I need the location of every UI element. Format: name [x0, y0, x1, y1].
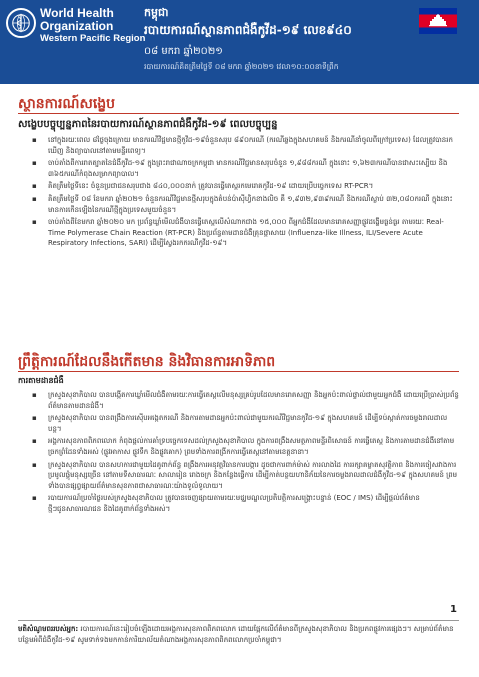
report-date: ០៨ មករា ឆ្នាំ២០២១ — [144, 46, 223, 57]
report-header — [0, 0, 479, 84]
page-number: 1 — [450, 604, 457, 615]
footer-note — [18, 624, 460, 645]
list-item: ▪ ក្រសួងសុខាភិបាល បានបង្កើតការឃ្លាំមើលជំងឺតាមរយៈការធ្វើតេស្តលើមនុស្សគ្រប់រូបដែលមានរោគសញ្ញា និងអ្នកប៉ះពាល់ផ្ទាល់ជាមួយអ្នកជំងឺ ដោយប្រើប្រាស់ប្រព័ន្ធព័ត៌មានតាមដានជំងឺ។ — [18, 390, 460, 411]
list-item: ▪ ចាប់តាំងពីការរាតត្បាតនៃជំងឺកូវីដ-១៩ ក្នុងព្រះរាជាណាចក្រកម្ពុជា មានករណីវិជ្ជមានសរុបចំនួន ១,៩៨៨ករណី ក្នុងនោះ ១,៦២៣ករណីបានជាសះស្បើយ និង ៣៦៥ករណីកំពុងសម្រាកព្យាបាល។ — [18, 158, 460, 179]
priorities-bullet-list — [18, 390, 460, 517]
country-name: កម្ពុជា — [144, 6, 169, 19]
who-wordmark — [40, 7, 145, 44]
section-priorities-title: ព្រឹត្តិការណ៍ដែលនឹងកើតមាន និងវិធានការអាទិភាព — [18, 354, 276, 370]
footer-label: មតិសំណូមពររបស់អ្នក: — [18, 625, 79, 633]
list-item: ▪ គិតត្រឹមថ្ងៃទីនេះ ចំនួនប្រជាជនសរុបជាង ៨៤០,០០០នាក់ ត្រូវបានធ្វើតេស្តរកមេរោគកូវីដ-១៩ ដោយប្រើបច្ចេកទេស RT-PCR។ — [18, 181, 460, 192]
footer-text: របាយការណ៍នេះរៀបចំឡើងដោយអង្គការសុខភាពពិភពលោក ដោយផ្អែកលើព័ត៌មានពីក្រសួងសុខាភិបាល និងប្រភពផ្លូវការផ្សេងៗ។ សម្រាប់ព័ត៌មានបន្ថែមអំពីជំងឺកូវីដ-១៩ សូមទាក់ទងមកកាន់ការិយាល័យតំណាងអង្គការសុខភាពពិភពលោកប្រចាំកម្ពុជា។ — [18, 625, 454, 644]
who-emblem-icon — [6, 8, 36, 38]
org-region: Western Pacific Region — [40, 33, 146, 45]
section-surveillance-subtitle: ការតាមដានជំងឺ — [18, 376, 64, 385]
org-name-line1: World Health — [40, 6, 114, 20]
org-name-line2: Organization — [40, 18, 114, 33]
cambodia-flag-icon — [419, 8, 457, 34]
section-situation-subtitle: សង្ខេបបច្ចុប្បន្នភាពនៃរបាយការណ៍ស្ថានភាពជំងឺកូវីដ-១៩ ពេលបច្ចុប្បន្ន — [18, 119, 278, 130]
list-item: ▪ របាយការណ៍ប្រចាំថ្ងៃរបស់ក្រសួងសុខាភិបាល ត្រូវបានចេញផ្សាយតាមរយៈមជ្ឈមណ្ឌលប្រតិបត្តិការសង្គ្រោះបន្ទាន់ (EOC / IMS) ដើម្បីផ្តល់ព័ត៌មានថ្មីៗជូនសាធារណជន និងដៃគូពាក់ព័ន្ធទាំងអស់។ — [18, 493, 460, 514]
list-item: ▪ អង្គការសុខភាពពិភពលោក កំពុងផ្តល់ការគាំទ្របច្ចេកទេសដល់ក្រសួងសុខាភិបាល ក្នុងការពង្រឹងសមត្ថភាពមន្ទីរពិសោធន៍ ការធ្វើតេស្ត និងការតាមដានជំងឺនៅតាមច្រកព្រំដែនទាំងអស់ (ផ្លូវអាកាស ផ្លូវទឹក និងផ្លូវគោក) ព្រមទាំងការពង្រីកការធ្វើតេស្តនៅតាមខេត្តនានា។ — [18, 436, 460, 457]
list-item: ▪ គិតត្រឹមថ្ងៃទី ០៨ ខែមករា ឆ្នាំ២០២១ ចំនួនករណីវិជ្ជមានថ្មីសរុបក្នុងតំបន់ប៉ាស៊ីហ្វិកខាងលិច គឺ ១,៩៣២,៩៣៩ករណី និងករណីស្លាប់ ៣២,០៨០ករណី ក្នុងនោះមានការកើនឡើងនៃករណីថ្មីក្នុងប្រទេសមួយចំនួន។ — [18, 194, 460, 215]
report-title: របាយការណ៍ស្ថានភាពជំងឺកូវីដ-១៩ លេខ៩៤០ — [144, 23, 352, 37]
situation-bullet-list — [18, 135, 460, 251]
list-item: ▪ ក្រសួងសុខាភិបាល បានសហការជាមួយដៃគូពាក់ព័ន្ធ ពង្រឹងការអនុវត្តវិធានការបង្ការ ដូចជាការពាក់ម៉ាស់ ការលាងដៃ ការរក្សាគម្លាតសុវត្ថិភាព និងការចៀសវាងការប្រមូលផ្តុំមនុស្សច្រើន នៅតាមទីសាធារណៈ សាលារៀន រោងចក្រ និងកន្លែងធ្វើការ ដើម្បីកាត់បន្ថយហានិភ័យនៃការចម្លងរាលដាលជំងឺកូវីដ-១៩ ក្នុងសហគមន៍ ព្រមទាំងបានផ្សព្វផ្សាយព័ត៌មានសុខភាពជាសាធារណៈយ៉ាងទូលំទូលាយ។ — [18, 460, 460, 492]
list-item: ▪ ចាប់តាំងពីខែមករា ឆ្នាំ២០២០ មក ប្រព័ន្ធឃ្លាំមើលជំងឺបានធ្វើតេស្តលើសំណាកជាង ១៥,០០០ ពីអ្នកជំងឺដែលមានរោគសញ្ញាផ្លូវដង្ហើមធ្ងន់ធ្ងរ តាមរយៈ Real-Time Polymerase Chain Reaction (RT-PCR) និងប្រព័ន្ធតាមដានជំងឺគ្រុនផ្តាសាយ (Influenza-like Illness, ILI/Severe Acute Respiratory Infections, SARI) ដើម្បីស្វែងរកករណីកូវីដ-១៩។ — [18, 217, 460, 249]
section-situation-title: ស្ថានការណ៍សង្ខេប — [18, 96, 116, 112]
list-item: ▪ ក្រសួងសុខាភិបាល បានពង្រឹងការស៊ើបអង្កេតករណី និងការតាមដានអ្នកប៉ះពាល់ជាមួយករណីវិជ្ជមានកូវីដ-១៩ ក្នុងសហគមន៍ ដើម្បីទប់ស្កាត់ការចម្លងរាលដាលបន្ត។ — [18, 413, 460, 434]
section-divider — [18, 113, 459, 114]
footer-divider — [18, 620, 459, 621]
data-as-of-note: របាយការណ៍គិតត្រឹមថ្ងៃទី ០៨ មករា ឆ្នាំ២០២១ វេលា១០:០០នាទីព្រឹក — [144, 62, 339, 71]
section-divider — [18, 371, 459, 372]
list-item: ▪ នៅក្នុងរយៈពេល ៨ថ្ងៃចុងក្រោយ មានករណីវិជ្ជមានថ្មីកូវីដ-១៩ចំនួនសរុប ៨៩០ករណី (ករណីឆ្លងក្នុងសហគមន៍ និងករណីនាំចូលពីក្រៅប្រទេស) ដែលត្រូវបានរកឃើញ និងព្យាបាលនៅតាមមន្ទីរពេទ្យ។ — [18, 135, 460, 156]
